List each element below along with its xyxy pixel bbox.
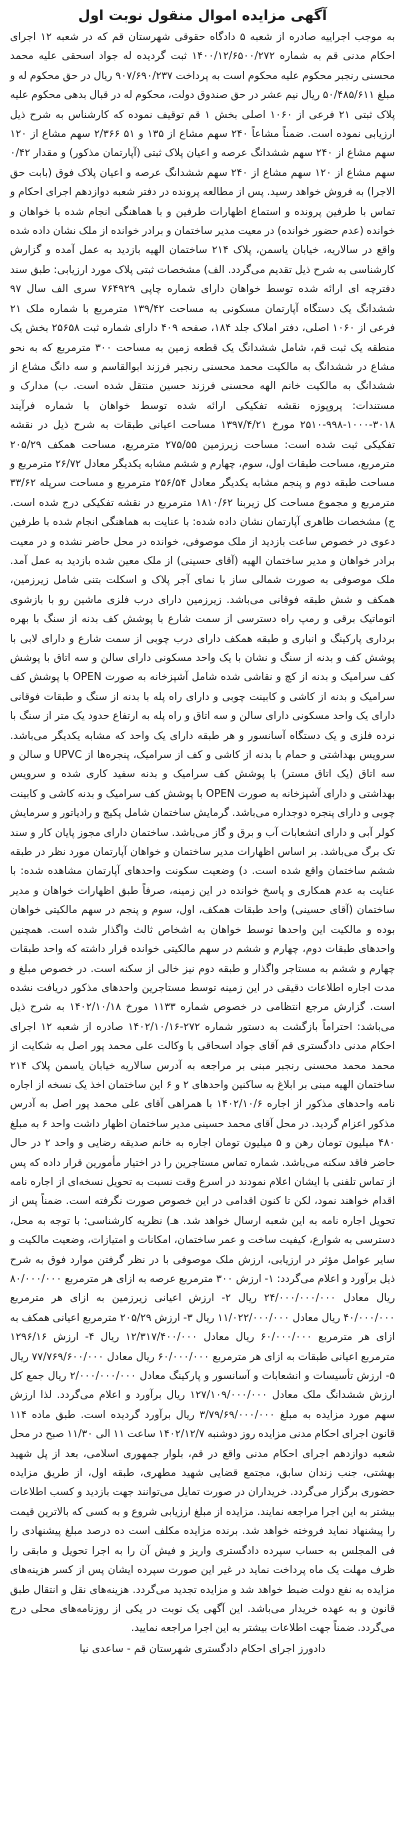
notice-body: به موجب اجراییه صادره از شعبه ۵ دادگاه حقوقی شهرستان قم که در شعبه ۱۲ اجرای احکام مدنی قم به شماره ۱۴۰۰/۱۲/۶۵۰۰/۲۷۲ ثبت گردیده له جواد اسحقی علیه محمد محسنی رنجبر محکوم علیه محکوم است به پرداخت ۹۰۷/۶۹۰/۲۳۷ ریال در حق محکوم له و مبلغ ۵۰/۴۸۵/۶۱۱ ریال نیم عشر در حق صندوق دولت، محکوم له در قبال بدهی محکوم علیه پلاک ثبتی ۲۱ فرعی از ۱۰۶۰ اصلی بخش ۱ قم توقیف نموده که کارشناس به شرح ذیل ارزیابی نموده است. ضمناً مشاعاً ۲۴۰ سهم مشاع از ۱۳۵ و ۵۱ ۲/۳۶۶ سهم مشاع از ۱۲۰ سهم مشاع از ۲۴۰ سهم ششدانگ عرصه و اعیان پلاک ثبتی (آپارتمان مذکور) و مقدار ۰/۴۲ سهم مشاع از ۱۲۰ سهم مشاع از ۲۴۰ سهم ششدانگ عرصه و اعیان پلاک فوق (بابت حق الاجرا) به فروش خواهد رسید. پس از مطالعه پرونده در دفتر شعبه دوازدهم اجرای احکام و تماس با طرفین پرونده و استماع اظهارات طرفین و با هماهنگی انجام شده با خواهان و خوانده (عدم حضور خوانده) در معیت مدیر ساختمان و برادر خوانده از ملک نشان داده شده واقع در سالاریه، خیابان یاسمن، پلاک ۲۱۴ ساختمان الهیه بازدید به عمل آمده و گزارش کارشناسی به شرح ذیل تقدیم می‌گردد. الف) مشخصات ثبتی پلاک مورد ارزیابی: طبق سند دفترچه ای ارائه شده توسط خواهان دارای شماره چاپی ۷۶۴۹۲۹ سری الف سال ۹۷ ششدانگ یک دستگاه آپارتمان مسکونی به مساحت ۱۳۹/۴۲ مترمربع با شماره ملک ۲۱ فرعی از ۱۰۶۰ اصلی، دفتر املاک جلد ۱۸۴، صفحه ۴۰۹ دارای شماره ثبت ۲۵۶۵۸ بخش یک منطقه یک ثبت قم، شامل ششدانگ یک قطعه زمین به مساحت ۳۰۰ مترمربع که به نحو مشاع در ششدانگ به مالکیت محمد محسنی رنجبر فرزند ابوالقاسم و سه دانگ مشاع از ششدانگ به مالکیت خانم الهه محسنی فرزند حسین منتقل شده است. ب) مدارک و مستندات: پروپوزه نقشه تفکیکی ارائه شده توسط خواهان با شماره فرآیند ۳۰۱۸-۱۰۰۰-۹۹۸-۲۵۱۰ مورخ ۱۳۹۷/۴/۲۱ مساحت اعیانی طبقات به شرح ذیل در نقشه تفکیکی ثبت شده است: مساحت زیرزمین ۲۷۵/۵۵ مترمربع، مساحت همکف ۲۰۵/۲۹ مترمربع، مساحت طبقات اول، سوم، چهارم و ششم مشابه یکدیگر معادل ۲۶/۷۲ مترمربع و مساحت طبقه دوم و پنجم مشابه یکدیگر معادل ۲۵۶/۵۴ مترمربع و مساحت سرپله ۳۳/۶۲ مترمربع و مجموع مساحت کل زیربنا ۱۸۱۰/۶۲ مترمربع در نقشه تفکیکی درج شده است. ج) مشخصات ظاهری آپارتمان نشان داده شده: با عنایت به هماهنگی انجام شده با طرفین دعوی در خصوص ساعت بازدید از ملک موصوفی، خوانده در محل حاضر نشده و در معیت برادر خواهان و مدیر ساختمان الهیه (آقای حسینی) از ملک معین شده بازدید به عمل آمد. ملک موصوفی به صورت شمالی ساز با نمای آجر پلاک و اسکلت بتنی شامل زیرزمین، همکف و شش طبقه فوقانی می‌باشد. زیرزمین دارای درب فلزی ماشین رو با بازشوی اتوماتیک برقی و رمپ راه دسترسی از سمت شارع با پوشش کف بدنه از سنگ با بهره برداری پارکینگ و انباری و طبقه همکف دارای درب چوبی از سمت شارع و دارای لابی با پوشش کف و بدنه از سنگ و نشان با یک واحد مسکونی دارای سالن و سه اتاق با پوشش کف سرامیک و بدنه از کچ و نقاشی شده شامل آشپزخانه به صورت OPEN با پوشش کف سرامیک و بدنه از کاشی و کابینت چوبی و دارای راه پله با بدنه از سنگ و طبقات فوقانی دارای یک واحد مسکونی دارای سالن و سه اتاق و راه پله به ارتفاع حدود یک متر از سنگ با نرده فلزی و یک دستگاه آسانسور و هر طبقه دارای یک واحد که مشابه یکدیگر می‌باشد. سرویس بهداشتی و حمام با بدنه از کاشی و کف از سرامیک، پنجره‌ها از UPVC و سالن و سه اتاق (یک اتاق مستر) با پوشش کف سرامیک و بدنه سفید کاری شده و سرویس بهداشتی و دارای آشپزخانه به صورت OPEN با پوشش کف سرامیک و بدنه کاشی و کابینت چوبی و دارای پنجره دوجداره می‌باشد. گرمایش ساختمان شامل پکیج و رادیاتور و سرمایش کولر آبی و دارای انشعابات آب و برق و گاز می‌باشد. ساختمان دارای مجوز پایان کار و سند تک برگ می‌باشد. بر اساس اظهارات مدیر ساختمان و خواهان آپارتمان مورد نظر در طبقه ششم ساختمان واقع شده است. د) وضعیت سکونت واحدهای آپارتمان مشاهده شده: با عنایت به عدم همکاری و پاسخ خوانده در این زمینه، صرفاً طبق اظهارات خواهان و مدیر ساختمان (آقای حسینی) واحد طبقات همکف، اول، سوم و پنجم در سهم مالکیتی خواهان بوده و مالکیت این واحدها توسط خواهان به اشخاص ثالث واگذار شده است. همچنین واحدهای طبقات دوم، چهارم و ششم در سهم مالکیتی خوانده قرار داشته که واحد طبقات چهارم و ششم به مستاجر واگذار و طبقه دوم نیز خالی از سکنه است. در خصوص مبلغ و مدت اجاره اطلاعات دقیقی در این زمینه توسط مستاجرین واحدهای مذکور دریافت نشده است. گزارش مرجع انتظامی در خصوص شماره ۱۱۳۳ مورخ ۱۴۰۲/۱۰/۱۸ به شرح ذیل می‌باشد: احتراماً بازگشت به دستور شماره ۲۷۲-۱۴۰۲/۱۰/۱۶ صادره از شعبه ۱۲ اجرای احکام مدنی دادگستری قم آقای جواد اسحاقی با وکالت علی محمد پور اصل به شکایت از محمد محمد محسنی رنجبر مبنی بر مراجعه به آدرس سالاریه خیابان یاسمن پلاک ۲۱۴ ساختمان الهیه مبنی بر ابلاغ به ساکنین واحدهای ۲ و ۶ این ساختمان اخذ یک نسخه از اجاره نامه واحدهای مذکور از اجاره ۱۴۰۲/۱۰/۶ با همراهی آقای علی محمد پور اصل به آدرس مذکور اعزام گردید. در محل آقای محمد حسینی مدیر ساختمان اظهار داشت واحد ۶ به مبلغ ۴۸۰ میلیون تومان رهن و ۵ میلیون تومان اجاره به خانم صدیقه رضایی و واحد ۲ در حال حاضر فاقد سکنه می‌باشد. شماره تماس مستاجرین را در اختیار مأمورین قرار داده که پس از تماس تلفنی با ایشان اعلام نمودند در اسرع وقت نسبت به تحویل نسخه‌ای از اجاره نامه اقدام خواهند نمود، لکن تا کنون اقدامی در این خصوص صورت نگرفته است. ضمناً پس از تحویل اجاره نامه به این شعبه ارسال خواهد شد. هـ) نظریه کارشناسی: با توجه به محل، دسترسی به شوارع، کیفیت ساخت و عمر ساختمان، امکانات و امتیازات، وضعیت مالکیت و سایر عوامل مؤثر در ارزیابی، ارزش ملک موصوفی با در نظر گرفتن موارد فوق به شرح ذیل برآورد و اعلام می‌گردد: ۱- ارزش ۳۰۰ مترمربع عرصه به ازای هر مترمربع ۸۰/۰۰۰/۰۰۰ ریال معادل ۲۴/۰۰۰/۰۰۰/۰۰۰ ریال ۲- ارزش اعیانی زیرزمین به ازای هر مترمربع ۴۰/۰۰۰/۰۰۰ ریال معادل ۱۱/۰۲۲/۰۰۰/۰۰۰ ریال ۳- ارزش ۲۰۵/۲۹ مترمربع اعیانی همکف به ازای هر مترمربع ۶۰/۰۰۰/۰۰۰ ریال معادل ۱۲/۳۱۷/۴۰۰/۰۰۰ ریال ۴- ارزش ۱۲۹۶/۱۶ مترمربع اعیانی طبقات به ازای هر مترمربع ۶۰/۰۰۰/۰۰۰ ریال معادل ۷۷/۷۶۹/۶۰۰/۰۰۰ ریال ۵- ارزش تأسیسات و انشعابات و آسانسور و پارکینگ معادل ۲/۰۰۰/۰۰۰/۰۰۰ ریال جمع کل ارزش ششدانگ ملک معادل ۱۲۷/۱۰۹/۰۰۰/۰۰۰ ریال برآورد و اعلام می‌گردد. لذا ارزش سهم مورد مزایده به مبلغ ۳/۷۹/۶۹/۰۰۰/۰۰۰ ریال برآورد گردیده است. طبق ماده ۱۱۴ قانون اجرای احکام مدنی مزایده روز دوشنبه ۱۴۰۲/۱۲/۷ ساعت ۱۱ الی ۱۱/۳۰ صبح در محل شعبه دوازدهم اجرای احکام مدنی واقع در قم، بلوار جمهوری اسلامی، بعد از پل شهید بهشتی، جنب زندان سابق، مجتمع قضایی شهید مطهری، طبقه اول، از طریق مزایده حضوری برگزار می‌گردد. خریداران در صورت تمایل می‌توانند جهت بازدید و کسب اطلاعات بیشتر به این اجرا مراجعه نمایند. مزایده از مبلغ ارزیابی شروع و به کسی که بالاترین قیمت را پیشنهاد نماید فروخته خواهد شد. برنده مزایده مکلف است ده درصد مبلغ پیشنهادی را فی المجلس به حساب سپرده دادگستری واریز و فیش آن را به اجرا تحویل و مابقی را ظرف مهلت یک ماه پرداخت نماید در غیر این صورت سپرده ایشان پس از کسر هزینه‌های مزایده به نفع دولت ضبط خواهد شد و مزایده تجدید می‌گردد. هزینه‌های نقل و انتقال طبق قانون و به عهده خریدار می‌باشد. این آگهی یک نوبت در یکی از روزنامه‌های محلی درج می‌گردد. ضمناً جهت اطلاعات بیشتر به این اجرا مراجعه نمایید. [10, 31, 396, 1635]
notice-title: آگهی مزایده اموال منقول نوبت اول [78, 8, 327, 24]
notice-signature: دادورز اجرای احکام دادگستری شهرستان قم - ساعدی نیا [79, 1642, 326, 1655]
